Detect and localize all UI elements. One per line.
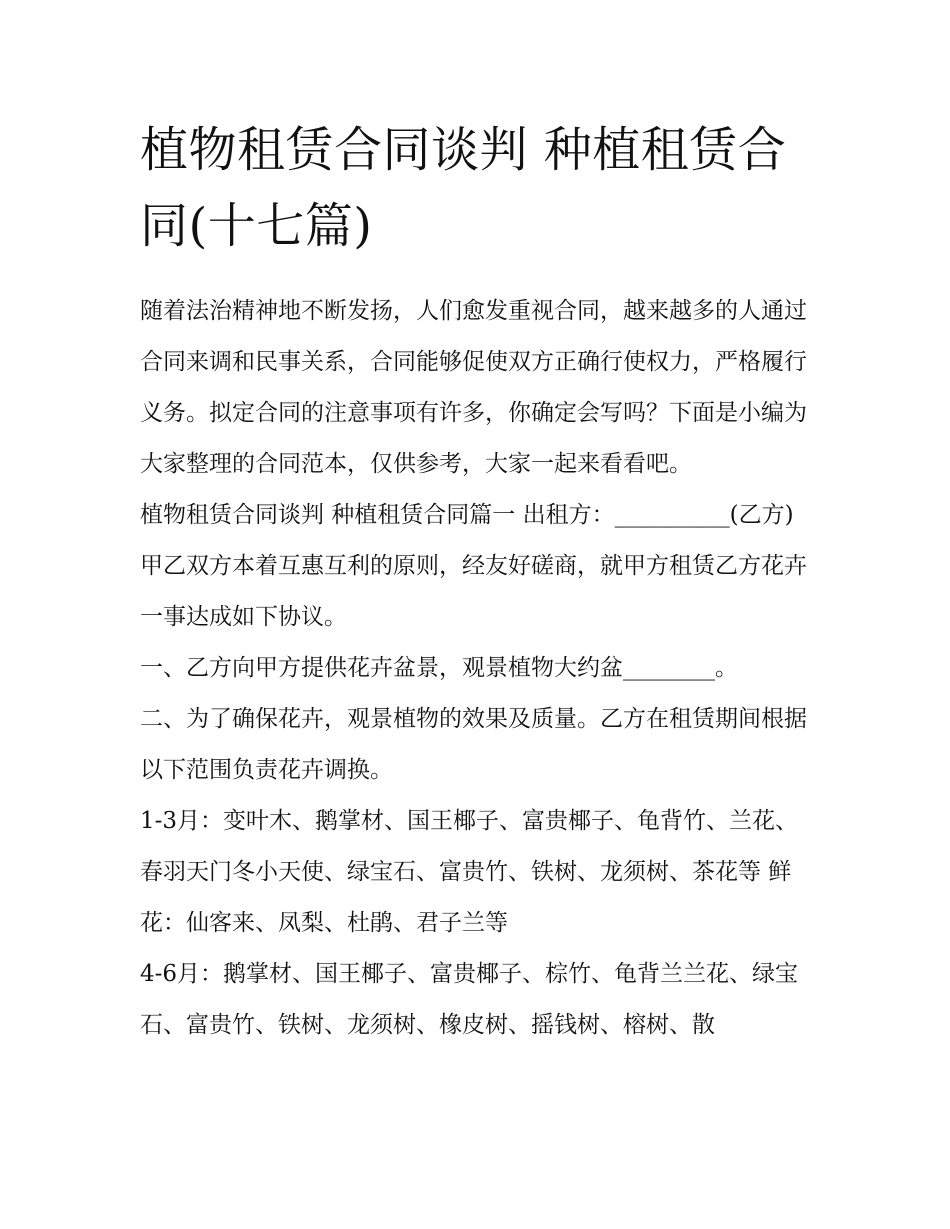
document-page [140,112,812,1051]
intro-paragraph: 随着法治精神地不断发扬，人们愈发重视合同，越来越多的人通过合同来调和民事关系，合同能够促使双方正确行使权力，严格履行义务。拟定合同的注意事项有许多，你确定会写吗？下面是小编为大家整理的合同范本，仅供参考，大家一起来看看吧。 [140,298,807,477]
plant-list-apr-jun: 4-6月：鹅掌材、国王椰子、富贵椰子、棕竹、龟背兰兰花、绿宝石、富贵竹、铁树、龙须树、橡皮树、摇钱树、榕树、散 [140,961,799,1038]
contract-opening-paragraph: 植物租赁合同谈判 种植租赁合同篇一 出租方：__________(乙方) 甲乙双方本着互惠互利的原则，经友好磋商，就甲方租赁乙方花卉一事达成如下协议。 [140,502,807,630]
plant-list-jan-mar: 1-3月：变叶木、鹅掌材、国王椰子、富贵椰子、龟背竹、兰花、春羽天门冬小天使、绿宝石、富贵竹、铁树、龙须树、茶花等 鲜花：仙客来、凤梨、杜鹃、君子兰等 [140,808,799,936]
clause-two-paragraph: 二、为了确保花卉，观景植物的效果及质量。乙方在租赁期间根据以下范围负责花卉调换。 [140,706,807,783]
clause-one-paragraph: 一、乙方向甲方提供花卉盆景，观景植物大约盆________。 [140,655,738,681]
document-title: 植物租赁合同谈判 种植租赁合同(十七篇) [140,122,787,254]
